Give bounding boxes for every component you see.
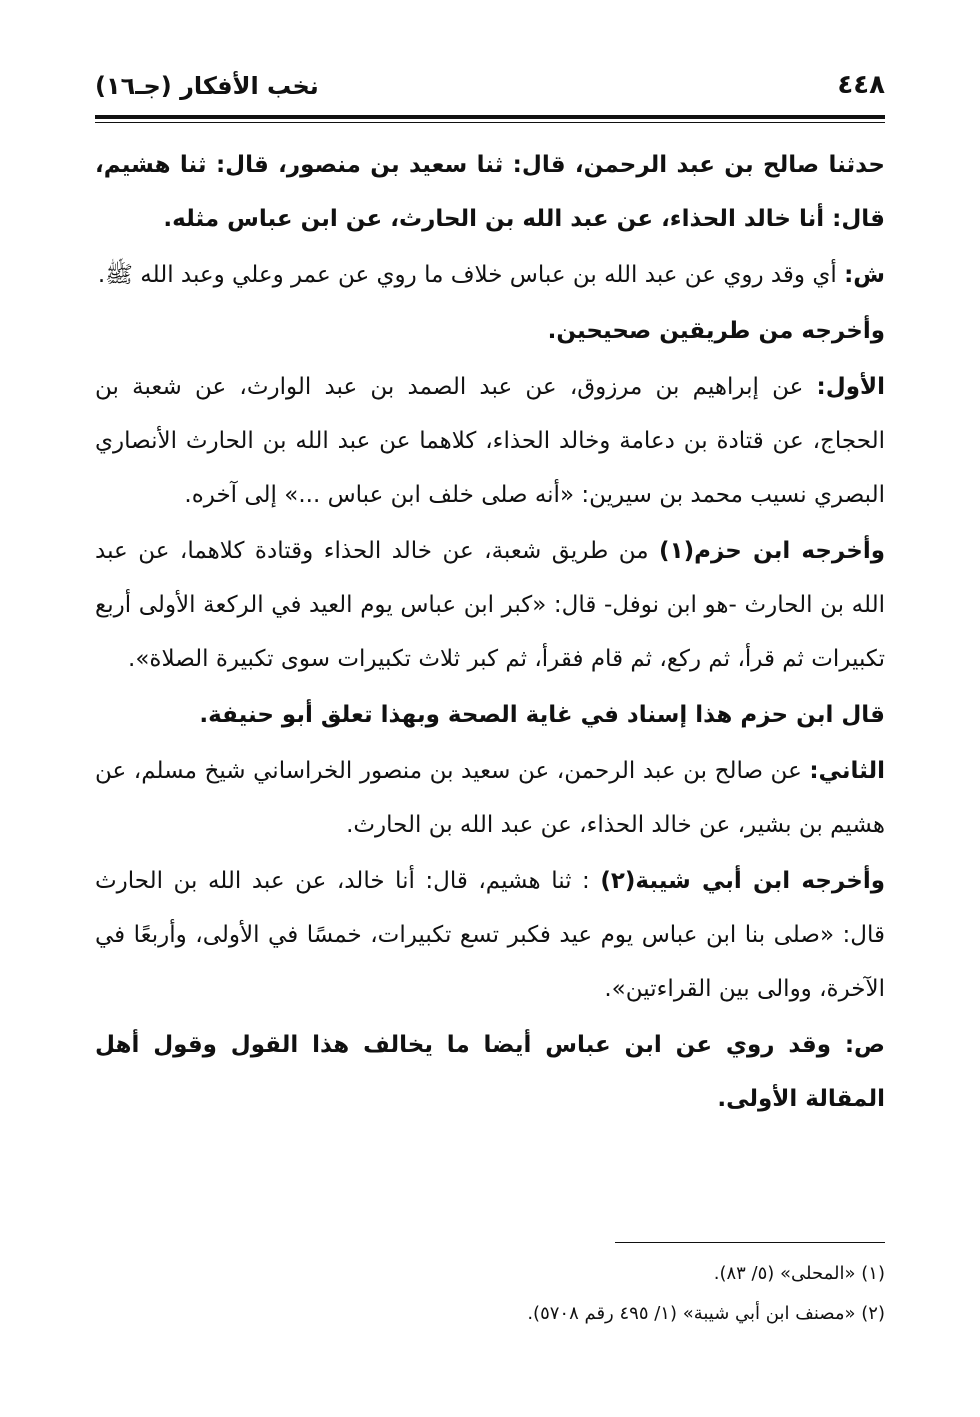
paragraph-text: وقد روي عن ابن عباس أيضا ما يخالف هذا القول وقول أهل المقالة الأولى.	[95, 1032, 885, 1112]
header-rule-thin	[95, 122, 885, 123]
paragraph-text: أي وقد روي عن عبد الله بن عباس خلاف ما روي عن عمر وعلي وعبد الله ﷺ.	[97, 262, 837, 288]
header-rule-thick	[95, 115, 885, 119]
paragraph-lead: وأخرجه ابن حزم(١)	[659, 538, 885, 564]
paragraph-text: : ثنا هشيم، قال: أنا خالد، عن عبد الله بن الحارث قال: «صلى بنا ابن عباس يوم عيد فكبر تسع تكبيرات، خمسًا في الأولى، وأربعًا في الآخرة، ووالى بين القراءتين».	[95, 868, 885, 1002]
paragraph-text: قال ابن حزم هذا إسناد في غاية الصحة وبهذا تعلق أبو حنيفة.	[199, 702, 885, 728]
paragraph-lead: ش:	[844, 262, 885, 288]
paragraph-second-route	[95, 744, 885, 852]
paragraph-lead: الأول:	[816, 374, 886, 400]
paragraph-text: من طريق شعبة، عن خالد الحذاء وقتادة كلاهما، عن عبد الله بن الحارث -هو ابن نوفل- قال: «كبر ابن عباس يوم العيد في الركعة الأولى أربع تكبيرات ثم قرأ، ثم ركع، ثم قام فقرأ، ثم كبر ثلاث تكبيرات سوى تكبيرة الصلاة».	[95, 538, 885, 672]
paragraph-ibn-abi-shayba	[95, 854, 885, 1016]
paragraph-lead: وأخرجه ابن أبي شيبة(٢)	[600, 868, 885, 894]
footnote-2: (٢) «مصنف ابن أبي شيبة» (١/ ٤٩٥ رقم ٥٧٠٨).	[527, 1303, 885, 1324]
paragraph-two-routes	[95, 304, 885, 358]
paragraph-commentary	[95, 248, 885, 302]
paragraph-ibn-hazm-verdict	[95, 688, 885, 742]
paragraph-text: حدثنا صالح بن عبد الرحمن، قال: ثنا سعيد بن منصور، قال: ثنا هشيم، قال: أنا خالد الحذاء، عن عبد الله بن الحارث، عن ابن عباس مثله.	[95, 152, 885, 232]
footnote-separator	[615, 1242, 885, 1243]
page-body	[95, 138, 885, 1128]
footnotes	[95, 1254, 885, 1334]
paragraph-text: وأخرجه من طريقين صحيحين.	[547, 318, 885, 344]
book-title: نخب الأفكار (جـ١٦)	[95, 72, 319, 100]
paragraph-matn	[95, 1018, 885, 1126]
paragraph-lead: ص:	[844, 1032, 885, 1058]
paragraph-hadith-chain	[95, 138, 885, 246]
paragraph-text: عن صالح بن عبد الرحمن، عن سعيد بن منصور الخراساني شيخ مسلم، عن هشيم بن بشير، عن خالد الحذاء، عن عبد الله بن الحارث.	[95, 758, 885, 838]
paragraph-lead: الثاني:	[809, 758, 886, 784]
footnote-1: (١) «المحلى» (٥/ ٨٣).	[713, 1263, 885, 1284]
paragraph-text: عن إبراهيم بن مرزوق، عن عبد الصمد بن عبد الوارث، عن شعبة بن الحجاج، عن قتادة بن دعامة وخالد الحذاء، كلاهما عن عبد الله بن الحارث الأنصاري البصري نسيب محمد بن سيرين: «أنه صلى خلف ابن عباس ...» إلى آخره.	[95, 374, 885, 508]
page-number: ٤٤٨	[837, 70, 885, 100]
paragraph-first-route	[95, 360, 885, 522]
paragraph-ibn-hazm	[95, 524, 885, 686]
page-header	[95, 70, 885, 110]
